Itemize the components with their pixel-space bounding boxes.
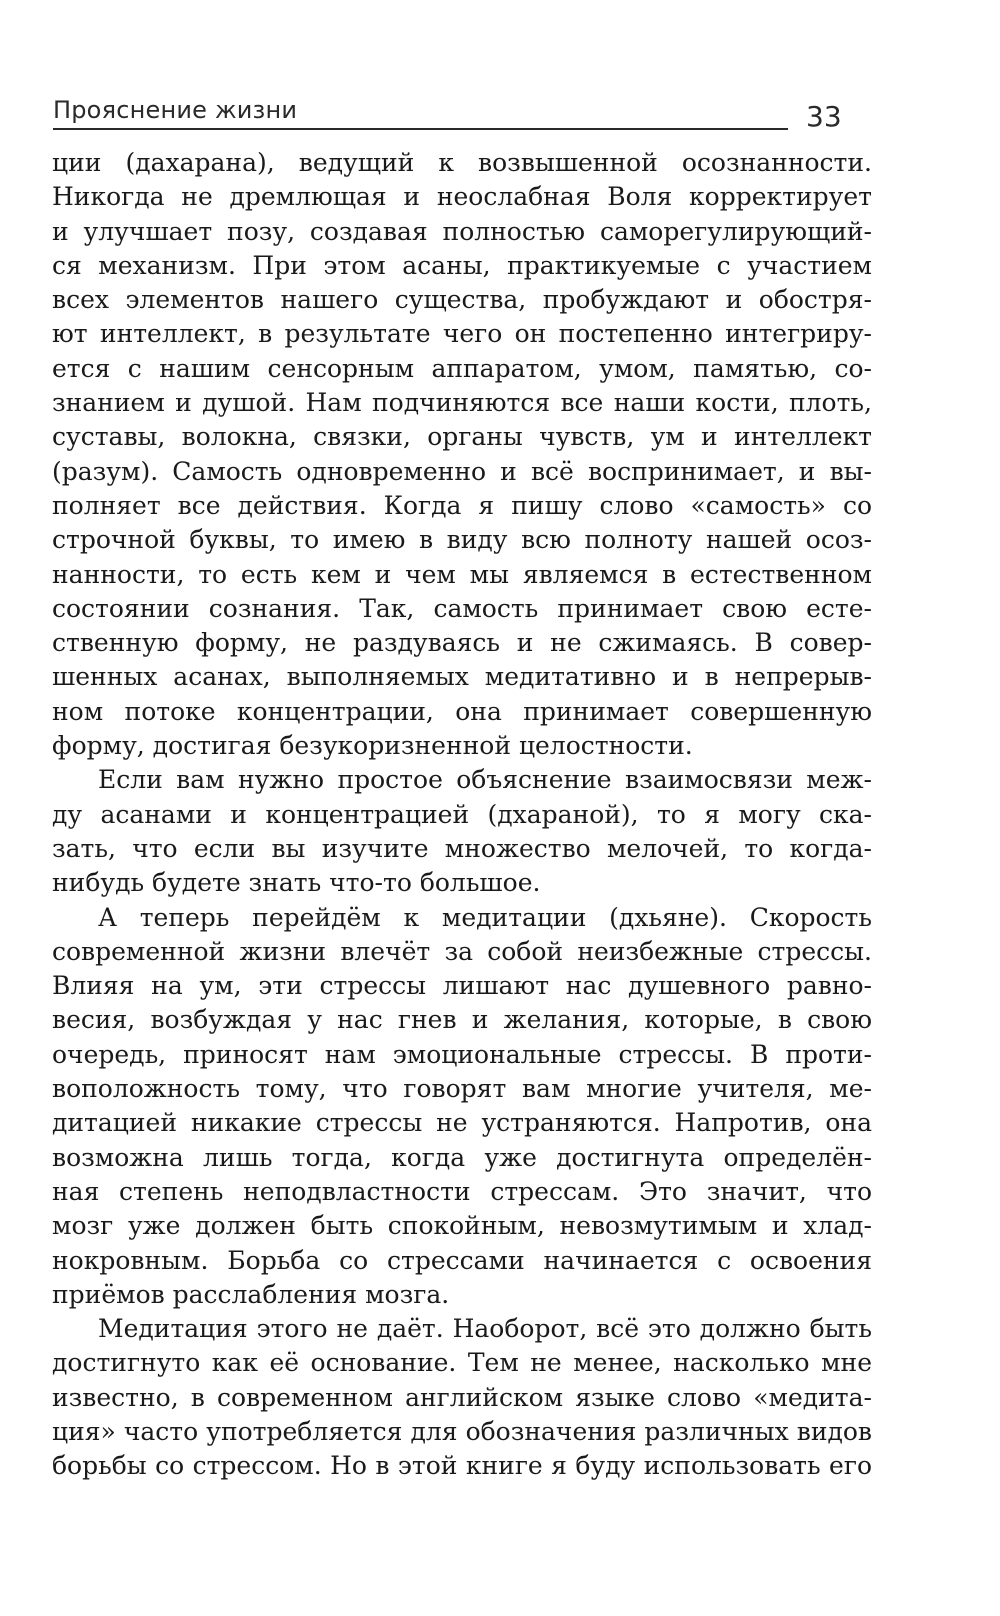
text-line: очередь, приносят нам эмоциональные стрессы. В проти-	[52, 1039, 872, 1069]
text-line: весия, возбуждая у нас гнев и желания, которые, в свою	[52, 1005, 872, 1035]
text-line: Медитация этого не даёт. Наоборот, всё это должно быть	[98, 1314, 872, 1344]
text-line: строчной буквы, то имею в виду всю полноту нашей осоз-	[52, 525, 872, 555]
text-line: нибудь будете знать что-то большое.	[52, 868, 541, 898]
text-line: ется с нашим сенсорным аппаратом, умом, памятью, со-	[52, 353, 872, 383]
text-line: приёмов расслабления мозга.	[52, 1279, 450, 1309]
text-line: ная степень неподвластности стрессам. Это значит, что	[52, 1176, 872, 1206]
text-line: ственную форму, не раздуваясь и не сжимаясь. В совер-	[52, 628, 872, 658]
text-line: известно, в современном английском языке слово «медита-	[52, 1382, 872, 1412]
text-line: суставы, волокна, связки, органы чувств, ум и интеллект	[52, 422, 872, 452]
text-line: состоянии сознания. Так, самость принимает свою есте-	[52, 593, 872, 623]
text-line: А теперь перейдём к медитации (дхьяне). Скорость	[98, 902, 872, 932]
text-line: форму, достигая безукоризненной целостности.	[52, 731, 693, 761]
text-line: знанием и душой. Нам подчиняются все наши кости, плоть,	[52, 388, 872, 418]
text-line: воположность тому, что говорят вам многие учителя, ме-	[52, 1074, 872, 1104]
text-line: зать, что если вы изучите множество мелочей, то когда-	[52, 833, 872, 863]
text-line: нокровным. Борьба со стрессами начинается с освоения	[52, 1245, 872, 1275]
text-line: борьбы со стрессом. Но в этой книге я буду использовать его	[52, 1451, 872, 1481]
running-header-title: Прояснение жизни	[53, 96, 298, 124]
text-line: ции (дахарана), ведущий к возвышенной осознанности.	[52, 148, 872, 177]
text-line: Влияя на ум, эти стрессы лишают нас душевного равно-	[52, 971, 872, 1001]
text-line: Никогда не дремлющая и неослабная Воля корректирует	[52, 182, 872, 212]
text-line: полняет все действия. Когда я пишу слово «самость» со	[52, 490, 872, 520]
text-line: возможна лишь тогда, когда уже достигнута определён-	[52, 1142, 872, 1172]
text-line: Если вам нужно простое объяснение взаимосвязи меж-	[98, 765, 872, 795]
text-line: дитацией никакие стрессы не устраняются. Напротив, она	[52, 1108, 872, 1138]
text-line: ду асанами и концентрацией (дхараной), то я могу ска-	[52, 799, 872, 829]
text-line: ют интеллект, в результате чего он постепенно интегриру-	[52, 319, 872, 349]
text-line: мозг уже должен быть спокойным, невозмутимым и хлад-	[52, 1211, 872, 1241]
text-line: ном потоке концентрации, она принимает совершенную	[52, 696, 872, 726]
text-line: ся механизм. При этом асаны, практикуемые с участием	[52, 250, 872, 280]
text-line: достигнуто как её основание. Тем не менее, насколько мне	[52, 1348, 872, 1378]
text-line: (разум). Самость одновременно и всё воспринимает, и вы-	[52, 456, 872, 486]
text-line: нанности, то есть кем и чем мы являемся в естественном	[52, 559, 872, 589]
text-line: всех элементов нашего существа, пробуждают и обостря-	[52, 285, 872, 315]
text-line: ция» часто употребляется для обозначения различных видов	[52, 1416, 872, 1446]
text-line: шенных асанах, выполняемых медитативно и в непрерыв-	[52, 662, 872, 692]
running-header	[53, 92, 788, 130]
page-number: 33	[806, 100, 842, 133]
text-line: и улучшает позу, создавая полностью саморегулирующий-	[52, 216, 872, 246]
body-text	[52, 146, 872, 1484]
text-line: современной жизни влечёт за собой неизбежные стрессы.	[52, 936, 872, 966]
